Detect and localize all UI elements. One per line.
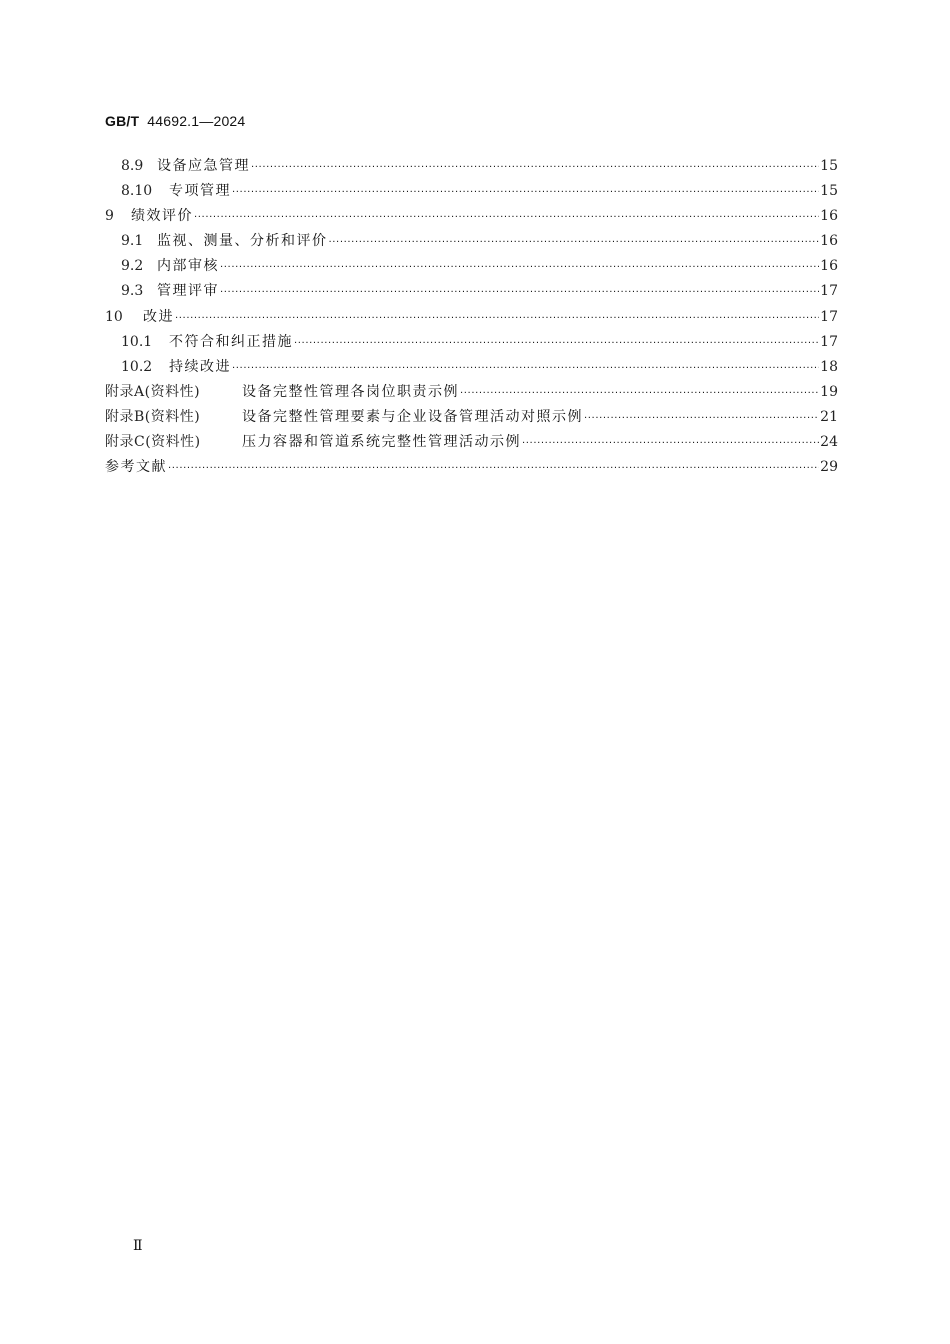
toc-entry-page: 17 — [820, 283, 838, 300]
toc-entry-title: 管理评审 — [157, 283, 219, 300]
toc-entry-number: 8.9 — [121, 158, 144, 174]
toc-dot-leader — [232, 356, 819, 381]
toc-entry-page: 16 — [820, 233, 838, 250]
toc-entry-number: 9 — [105, 208, 114, 225]
toc-entry-number: 附录B(资料性) — [105, 408, 201, 425]
toc-entry-9-2[interactable] — [105, 254, 838, 279]
toc-entry-title: 专项管理 — [169, 183, 231, 200]
toc-entry-page: 17 — [820, 308, 838, 325]
toc-entry-9[interactable] — [105, 204, 838, 229]
toc-dot-leader — [175, 306, 819, 331]
toc-entry-title: 监视、测量、分析和评价 — [157, 233, 328, 250]
toc-entry-8-9[interactable] — [105, 154, 838, 179]
toc-entry-bibliography[interactable] — [105, 455, 838, 480]
toc-dot-leader — [220, 255, 819, 280]
toc-entry-page: 21 — [820, 408, 838, 425]
toc-entry-number: 10.2 — [121, 358, 153, 375]
toc-entry-page: 19 — [820, 383, 838, 400]
toc-entry-title: 持续改进 — [169, 358, 231, 375]
toc-entry-title: 不符合和纠正措施 — [169, 333, 293, 350]
toc-entry-9-3[interactable] — [105, 279, 838, 304]
toc-dot-leader — [329, 230, 820, 255]
toc-entry-title: 设备应急管理 — [157, 158, 250, 174]
toc-entry-annex-b[interactable] — [105, 405, 838, 430]
toc-entry-title: 改进 — [143, 308, 174, 325]
toc-entry-number: 9.1 — [121, 233, 144, 250]
toc-dot-leader — [584, 406, 819, 431]
toc-entry-annex-a[interactable] — [105, 380, 838, 405]
toc-entry-title: 设备完整性管理各岗位职责示例 — [242, 383, 459, 400]
toc-dot-leader — [522, 431, 819, 456]
toc-entry-annex-c[interactable] — [105, 430, 838, 455]
toc-entry-page: 24 — [820, 434, 838, 451]
toc-entry-number: 附录A(资料性) — [105, 383, 201, 400]
toc-entry-number: 10.1 — [121, 333, 153, 350]
toc-entry-8-10[interactable] — [105, 179, 838, 204]
standard-code-prefix: GB/T — [105, 113, 140, 129]
toc-entry-number: 9.3 — [121, 283, 144, 300]
toc-entry-page: 15 — [820, 183, 838, 200]
table-of-contents — [105, 154, 838, 480]
toc-entry-title: 压力容器和管道系统完整性管理活动示例 — [242, 434, 521, 451]
toc-entry-10[interactable] — [105, 305, 838, 330]
toc-entry-page: 16 — [820, 208, 838, 225]
standard-code-number: 44692.1—2024 — [147, 113, 246, 129]
toc-entry-page: 15 — [820, 158, 838, 174]
toc-entry-title: 绩效评价 — [131, 208, 193, 225]
toc-entry-title: 设备完整性管理要素与企业设备管理活动对照示例 — [242, 408, 583, 425]
toc-dot-leader — [232, 180, 819, 205]
toc-dot-leader — [460, 381, 819, 406]
toc-entry-title: 参考文献 — [105, 459, 167, 476]
toc-dot-leader — [220, 280, 819, 305]
toc-dot-leader — [168, 456, 819, 481]
toc-entry-10-1[interactable] — [105, 330, 838, 355]
toc-entry-number: 10 — [105, 308, 123, 325]
toc-entry-number: 9.2 — [121, 258, 144, 275]
toc-entry-page: 17 — [820, 333, 838, 350]
toc-entry-page: 29 — [820, 459, 838, 476]
toc-dot-leader — [194, 205, 819, 230]
toc-dot-leader — [251, 155, 819, 180]
page-number: Ⅱ — [133, 1238, 143, 1254]
toc-entry-number: 8.10 — [121, 183, 153, 200]
toc-entry-page: 18 — [820, 358, 838, 375]
toc-dot-leader — [294, 331, 819, 356]
toc-entry-9-1[interactable] — [105, 229, 838, 254]
toc-entry-10-2[interactable] — [105, 355, 838, 380]
toc-entry-page: 16 — [820, 258, 838, 275]
standard-header — [105, 113, 245, 129]
toc-entry-title: 内部审核 — [157, 258, 219, 275]
toc-entry-number: 附录C(资料性) — [105, 434, 201, 451]
